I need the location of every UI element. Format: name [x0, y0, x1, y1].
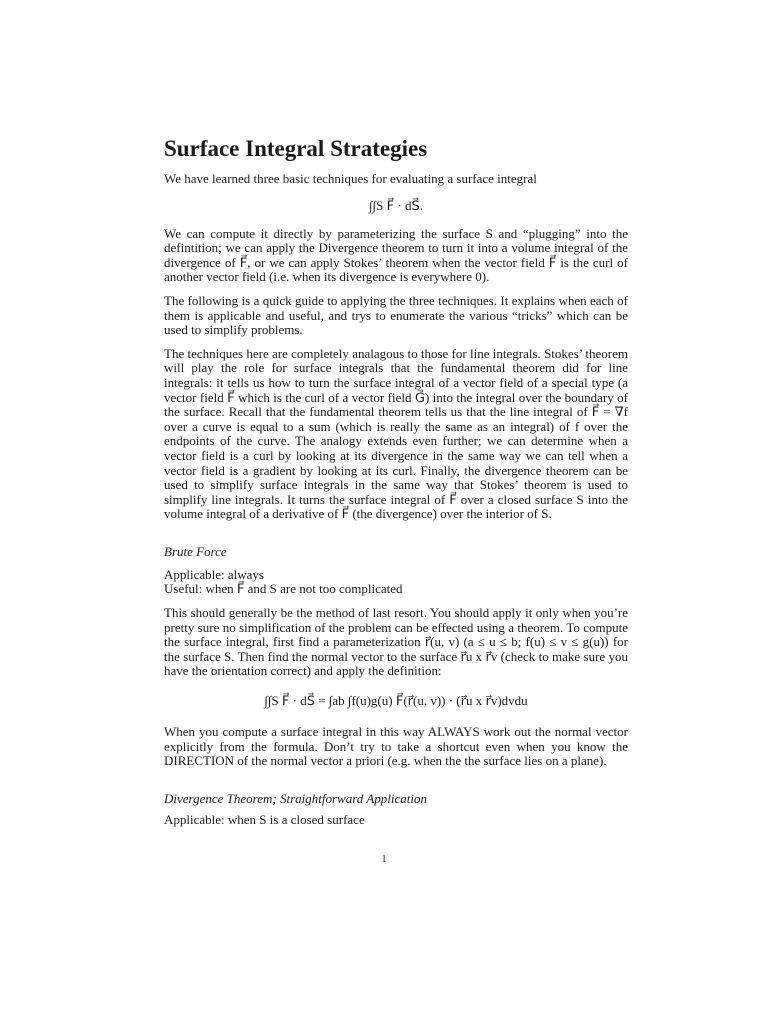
document-page: [164, 136, 628, 827]
page-title: Surface Integral Strategies: [164, 136, 428, 161]
intro-text: We have learned three basic techniques for evaluating a surface integral: [164, 171, 537, 186]
brute-force-body: This should generally be the method of last resort. You should apply it only when you’re pretty sure no simplification of the problem can be effected using a theorem. To compute the surface integral, first find a parameterization r⃗(u, v) (a ≤ u ≤ b; f(u) ≤ v ≤ g(u)) for the surface S. Then find the normal vector to the surface r⃗u x r⃗v (check to make sure you have the orientation correct) and apply the definition:: [164, 605, 628, 679]
paragraph-guide: The following is a quick guide to applying the three techniques. It explains when each of them is applicable and useful, and trys to enumerate the various “tricks” which can be used to simplify problems.: [164, 292, 628, 338]
surface-integral-formula: ∫∫S F⃗ · dS⃗.: [369, 197, 423, 213]
section-heading-brute-force: Brute Force: [164, 543, 227, 559]
paragraph-analogy: The techniques here are completely analagous to those for line integrals. Stokes’ theorem will play the role for surface integrals that the fundamental theorem did for line integrals: it tells us how to turn the surface integral of a vector field of a special type (a vector field F⃗ which is the curl of a vector field G⃗) into the integral over the boundary of the surface. Recall that the fundamental theorem tells us that the line integral of F⃗ = ∇f over a curve is equal to a sum (which is really the same as an integral) of f over the endpoints of the curve. The analogy extends even further; we can determine when a vector field is a curl by looking at its divergence in the same way we can tell when a vector field is a gradient by looking at its curl. Finally, the divergence theorem can be used to simplify surface integrals in the same way that Stokes’ theorem is used to simplify line integrals. It turns the surface integral of F⃗ over a closed surface S into the volume integral of a derivative of F⃗ (the divergence) over the interior of S.: [164, 345, 628, 522]
brute-force-applicable: Applicable: always: [164, 566, 264, 582]
section-heading-divergence: Divergence Theorem; Straightforward Application: [164, 790, 427, 806]
brute-force-after: When you compute a surface integral in this way ALWAYS work out the normal vector explicitly from the formula. Don’t try to take a shortcut even when you know the DIRECTION of the normal vector a priori (e.g. when the the surface lies on a plane).: [164, 724, 628, 769]
page-number: 1: [381, 854, 387, 865]
brute-force-formula: ∫∫S F⃗ · dS⃗ = ∫ab ∫f(u)g(u) F⃗(r⃗(u, v)) · (r⃗u x r⃗v)dvdu: [264, 693, 528, 709]
brute-force-useful: Useful: when F⃗ and S are not too complicated: [164, 581, 403, 597]
paragraph-methods: We can compute it directly by parameterizing the surface S and “plugging” into the defintition; we can apply the Divergence theorem to turn it into a volume integral of the divergence of F⃗, or we can apply Stokes’ theorem when the vector field F⃗ is the curl of another vector field (i.e. when its divergence is everywhere 0).: [164, 225, 628, 285]
divergence-applicable: Applicable: when S is a closed surface: [164, 811, 365, 827]
